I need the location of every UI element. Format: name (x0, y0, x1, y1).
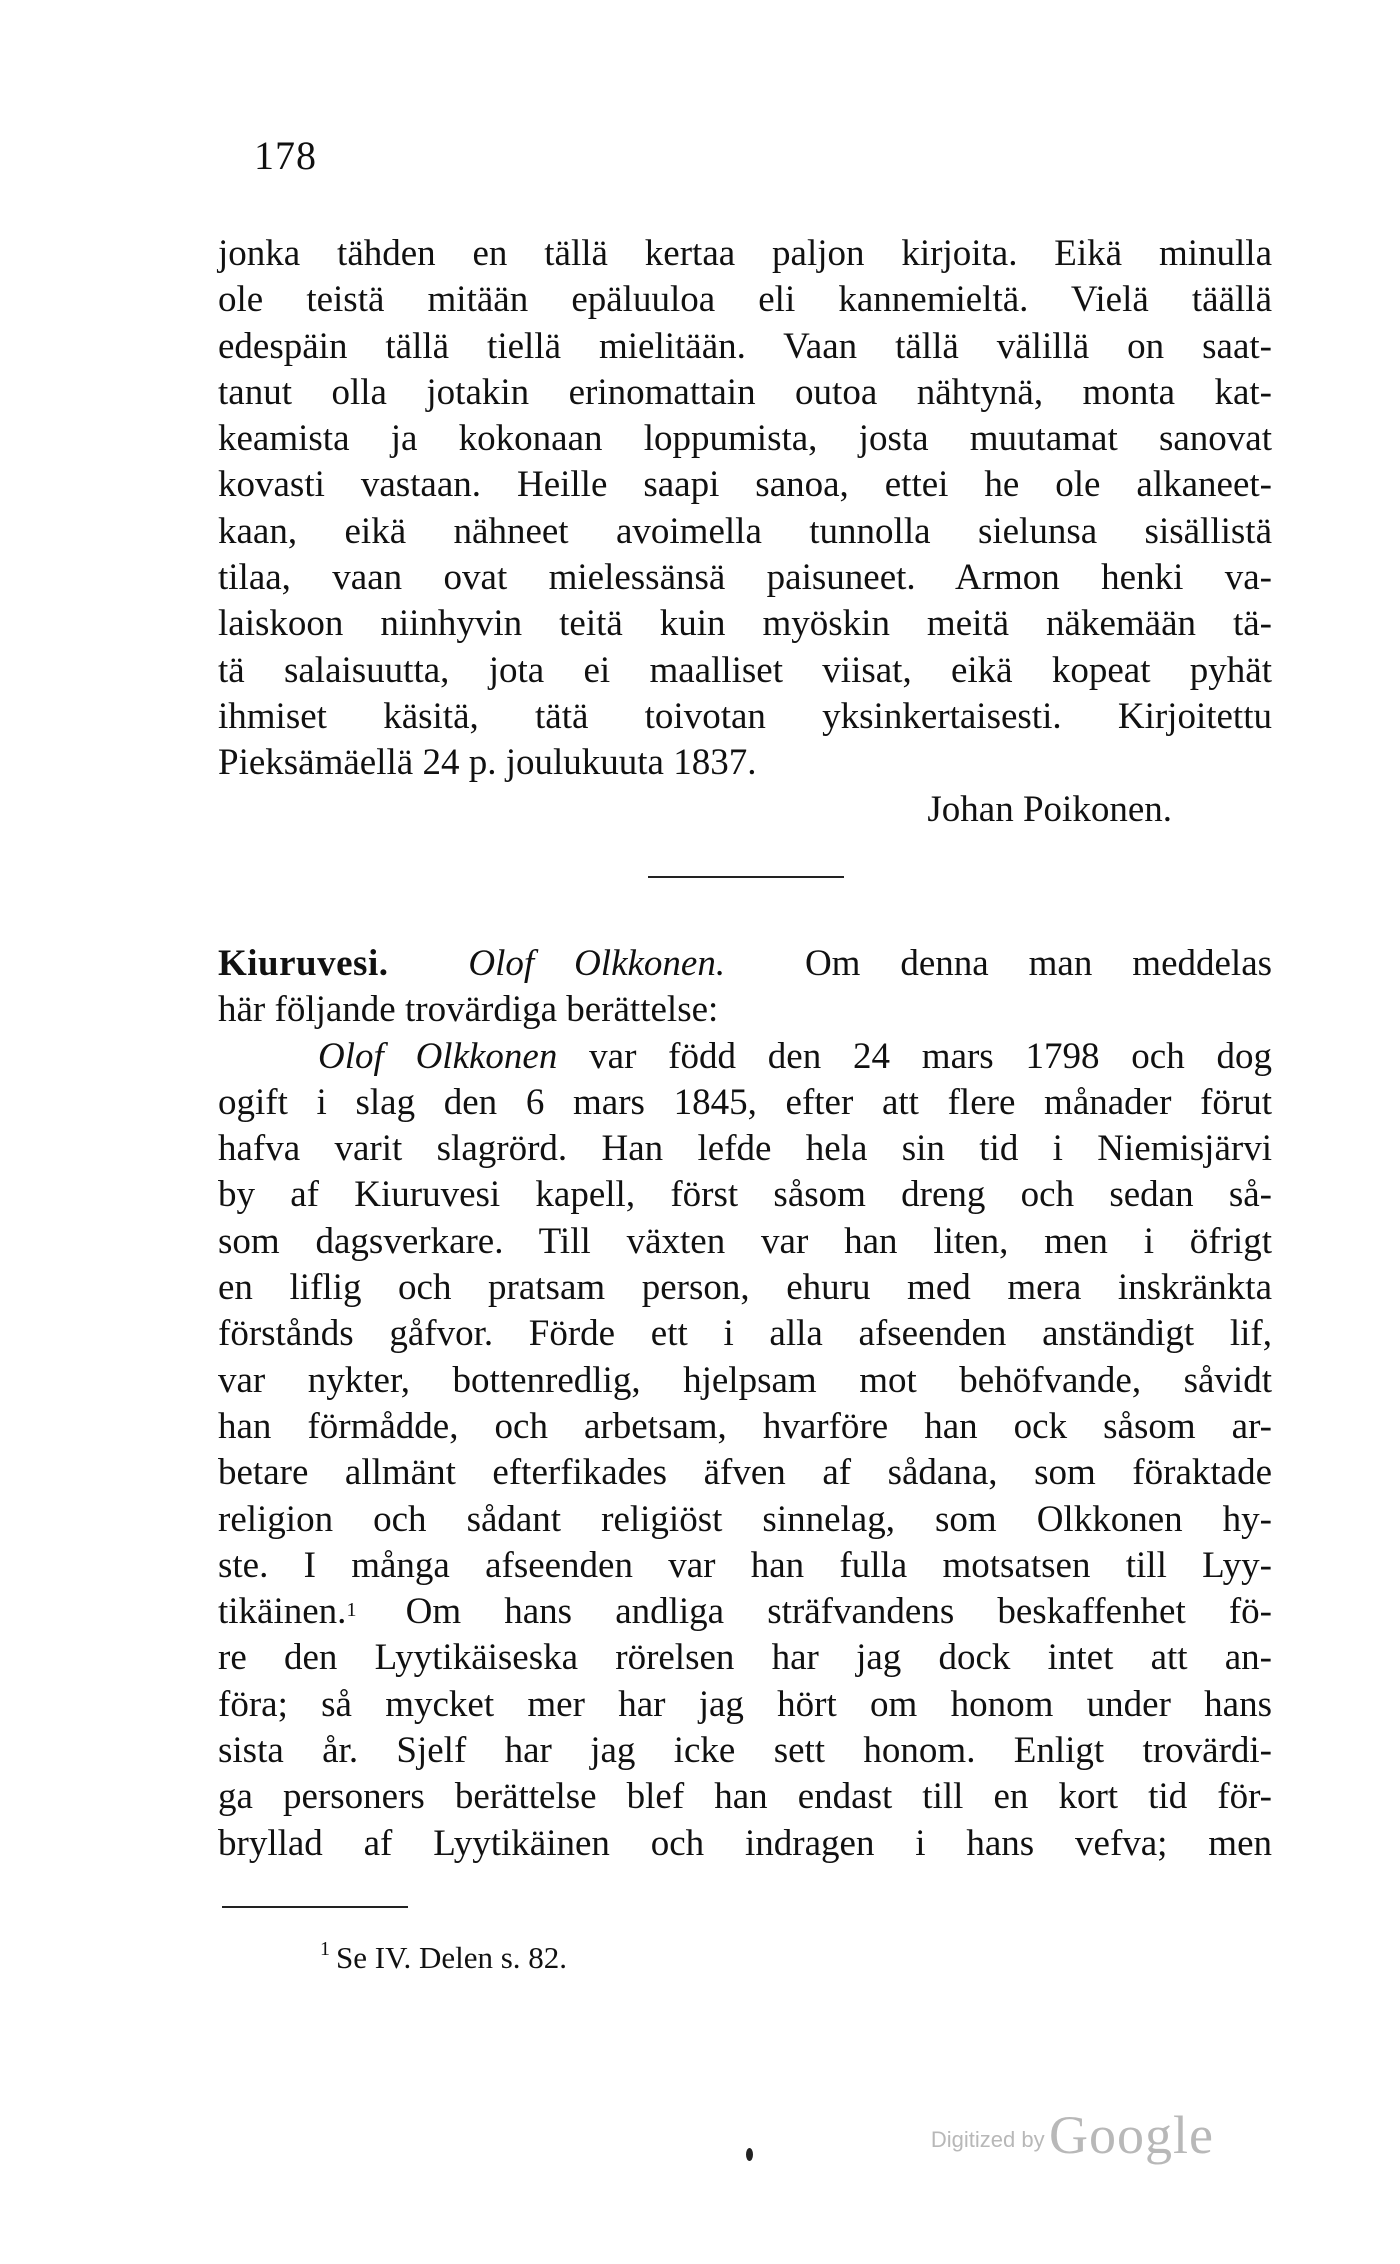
letter-line: tilaa, vaan ovat mielessänsä paisuneet. Armon henki va- (218, 557, 1272, 599)
letter-line: ole teistä mitään epäluuloa eli kannemieltä. Vielä täällä (218, 279, 1272, 321)
paragraph-first-line (218, 1034, 1272, 1080)
paragraph-lines-a (218, 1080, 1272, 1589)
letter-line: tä salaisuutta, jota ei maalliset viisat, eikä kopeat pyhät (218, 649, 1272, 691)
letter-signature: Johan Poikonen. (927, 788, 1172, 830)
digitized-by-google-watermark (931, 2104, 1214, 2166)
paragraph-line: betare allmänt efterfikades äfven af sådana, som föraktade (218, 1452, 1272, 1494)
letter-line: keamista ja kokonaan loppumista, josta muutamat sanovat (218, 418, 1272, 460)
paragraph-lines-b (218, 1635, 1272, 1866)
paragraph-line: bryllad af Lyytikäinen och indragen i hans vefva; men (218, 1822, 1272, 1864)
paragraph-line: han förmådde, och arbetsam, hvarföre han ock såsom ar- (218, 1405, 1272, 1447)
footnote-divider (222, 1906, 408, 1908)
footnote-reference-line (218, 1589, 1272, 1635)
finnish-letter-text (218, 231, 1272, 833)
paragraph-first-line-rest: var född den 24 mars 1798 och dog (589, 1035, 1273, 1077)
letter-line: ihmiset käsitä, tätä toivotan yksinkertaisesti. Kirjoitettu (218, 695, 1272, 737)
letter-line: laiskoon niinhyvin teitä kuin myöskin meitä näkemään tä- (218, 603, 1272, 645)
footnote-text: Se IV. Delen s. 82. (336, 1940, 568, 1975)
paragraph-line: föra; så mycket mer har jag hört om honom under hans (218, 1683, 1272, 1725)
letter-line: kovasti vastaan. Heille saapi sanoa, ettei he ole alkaneet- (218, 464, 1272, 506)
paragraph-line: re den Lyytikäiseska rörelsen har jag dock intet att an- (218, 1637, 1272, 1679)
letter-line: Pieksämäellä 24 p. joulukuuta 1837. (218, 742, 757, 784)
ink-speck (746, 2148, 753, 2161)
footnote (320, 1940, 567, 1976)
swedish-section-text (218, 941, 1272, 1867)
paragraph-line: ogift i slag den 6 mars 1845, efter att flere månader förut (218, 1081, 1272, 1123)
footnote-ref-mark: 1 (346, 1599, 357, 1622)
paragraph-line: en liflig och pratsam person, ehuru med mera inskränkta (218, 1267, 1272, 1309)
section-divider (648, 876, 844, 878)
footnote-ref-pre: tikäinen. (218, 1591, 347, 1633)
paragraph-line: ste. I många afseenden var han fulla motsatsen till Lyy- (218, 1544, 1272, 1586)
section-heading-place: Kiuruvesi. (218, 943, 389, 984)
paragraph-line: var nykter, bottenredlig, hjelpsam mot behöfvande, såvidt (218, 1359, 1272, 1401)
paragraph-subject-name: Olof Olkkonen (318, 1035, 558, 1077)
letter-line: edespäin tällä tiellä mielitään. Vaan tällä välillä on saat- (218, 325, 1272, 367)
paragraph-line: förstånds gåfvor. Förde ett i alla afseenden anständigt lif, (218, 1313, 1272, 1355)
paragraph-line: religion och sådant religiöst sinnelag, som Olkkonen hy- (218, 1498, 1272, 1540)
section-heading-name: Olof Olkkonen. (468, 943, 726, 984)
footnote-ref-post: Om hans andliga sträfvandens beskaffenhet fö- (405, 1591, 1273, 1633)
paragraph-line: som dagsverkare. Till växten var han liten, men i öfrigt (218, 1220, 1272, 1262)
paragraph-line: hafva varit slagrörd. Han lefde hela sin tid i Niemisjärvi (218, 1128, 1272, 1170)
page-number: 178 (254, 133, 317, 178)
section-heading-line (218, 941, 1272, 987)
paragraph-line: ga personers berättelse blef han endast till en kort tid för- (218, 1776, 1272, 1818)
watermark-prefix: Digitized by (930, 2127, 1045, 2152)
footnote-mark: 1 (320, 1938, 330, 1960)
google-logo: Google (1049, 2105, 1214, 2165)
paragraph-line: sista år. Sjelf har jag icke sett honom. Enligt trovärdi- (218, 1730, 1272, 1772)
section-intro-line: här följande trovärdiga berättelse: (218, 989, 719, 1031)
section-heading-rest: Om denna man meddelas (804, 943, 1273, 984)
letter-line: tanut olla jotakin erinomattain outoa nähtynä, monta kat- (218, 371, 1272, 413)
paragraph-line: by af Kiuruvesi kapell, först såsom dreng och sedan så- (218, 1174, 1272, 1216)
letter-line: kaan, eikä nähneet avoimella tunnolla sielunsa sisällistä (218, 510, 1272, 552)
letter-line: jonka tähden en tällä kertaa paljon kirjoita. Eikä minulla (218, 233, 1272, 274)
